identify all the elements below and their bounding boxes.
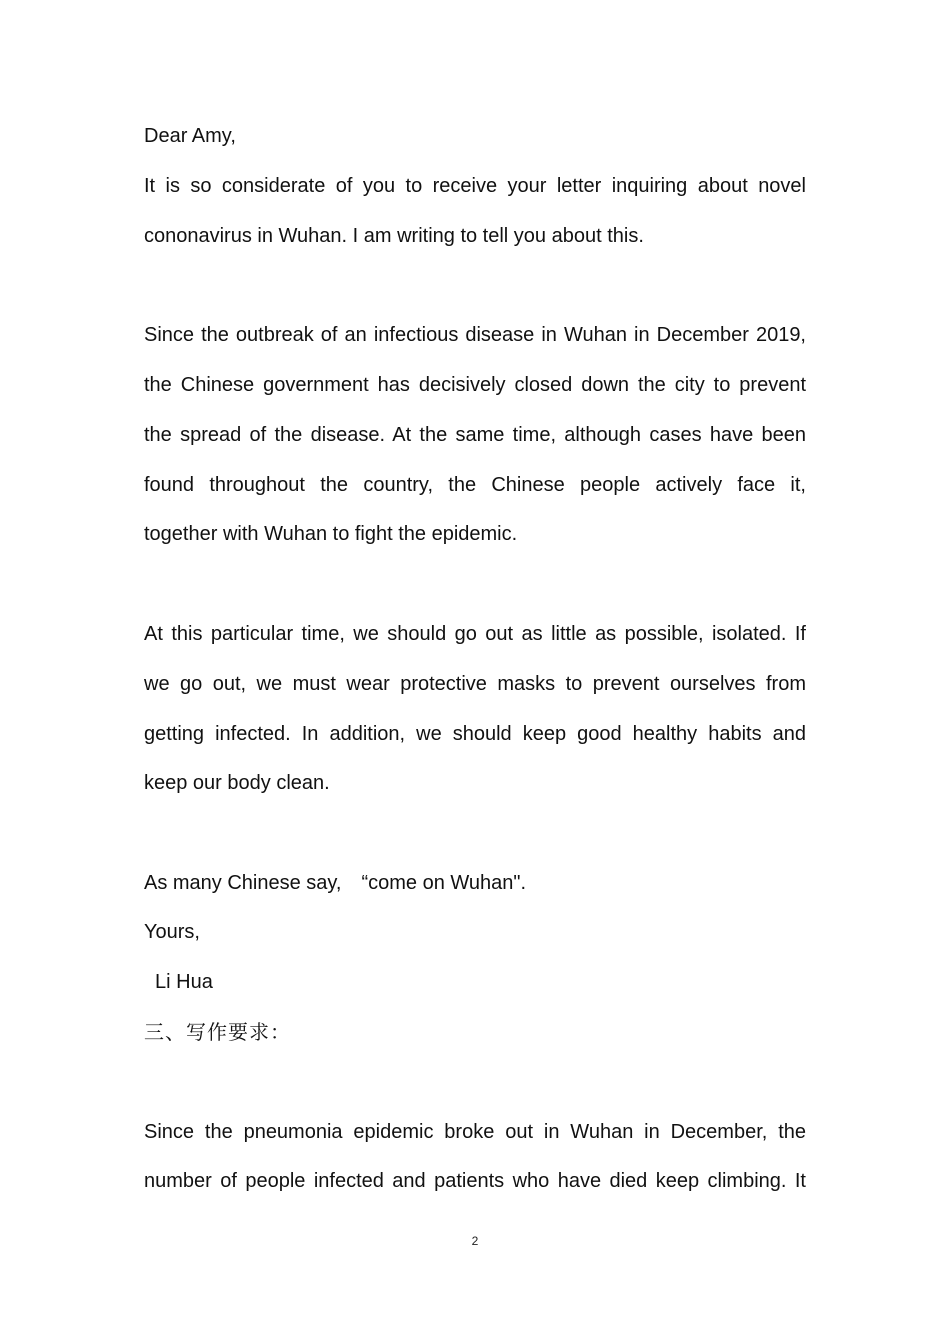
outbreak-line-5: together with Wuhan to fight the epidemic. [144,523,518,545]
signature: Li Hua [155,971,213,993]
advice-line-4: keep our body clean. [144,772,330,794]
intro-line-1: It is so considerate of you to receive your letter inquiring about novel [144,175,806,197]
outbreak-line-3: the spread of the disease. At the same time, although cases have been [144,424,806,446]
intro-line-2: cononavirus in Wuhan. I am writing to tell you about this. [144,225,644,247]
page-number: 2 [471,1234,479,1248]
outbreak-line-2: the Chinese government has decisively closed down the city to prevent [144,374,806,396]
closing-line: As many Chinese say, “come on Wuhan". [144,872,527,894]
outbreak-line-4: found throughout the country, the Chinese people actively face it, [144,474,806,496]
advice-line-1: At this particular time, we should go out as little as possible, isolated. If [144,623,806,645]
advice-line-3: getting infected. In addition, we should keep good healthy habits and [144,723,806,745]
sign-off: Yours, [144,921,200,943]
letter-salutation: Dear Amy, [144,125,236,147]
section-body-line-1: Since the pneumonia epidemic broke out in Wuhan in December, the [144,1121,806,1143]
advice-line-2: we go out, we must wear protective masks to prevent ourselves from [144,673,806,695]
section-heading: 三、写作要求： [144,1020,291,1044]
outbreak-line-1: Since the outbreak of an infectious disease in Wuhan in December 2019, [144,324,806,346]
section-body-line-2: number of people infected and patients who have died keep climbing. It [144,1170,806,1192]
